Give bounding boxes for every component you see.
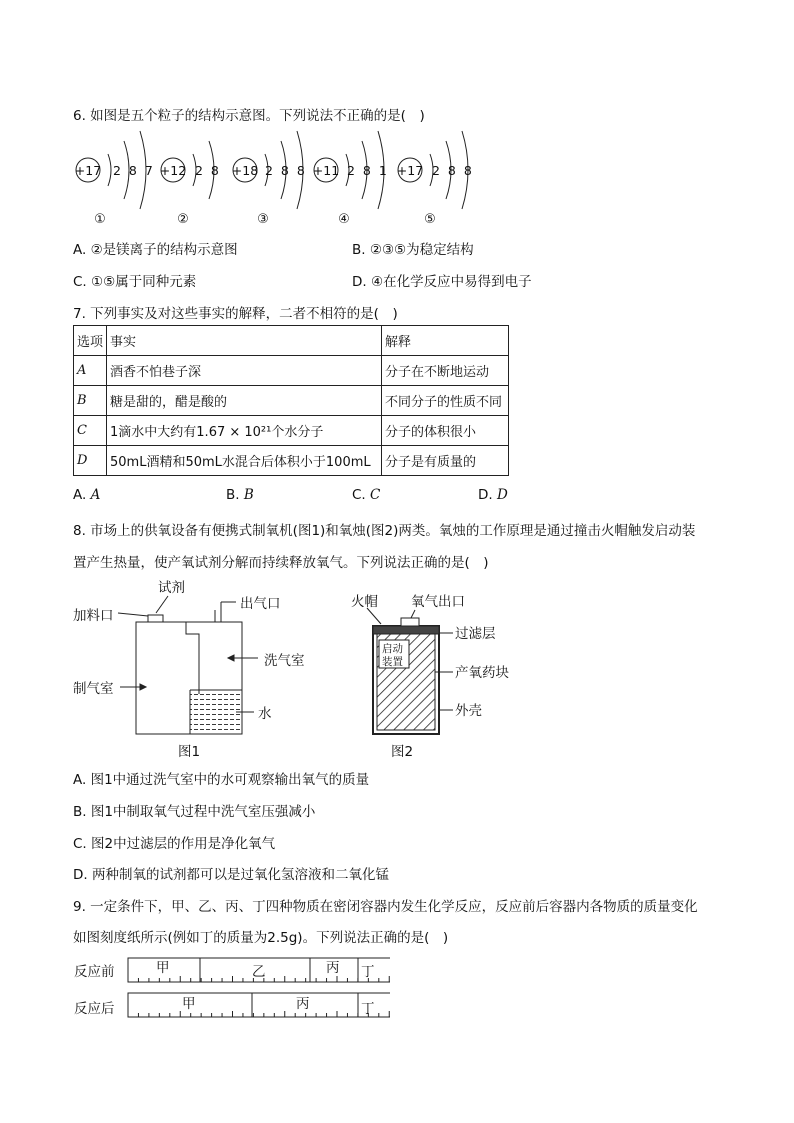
atomic-structure-diagrams <box>68 125 488 230</box>
before-yi: 乙 <box>252 964 266 980</box>
after-label: 反应后 <box>74 1001 115 1017</box>
q8-option-a[interactable]: A. 图1中通过洗气室中的水可观察输出氧气的质量 <box>73 772 370 788</box>
table-row <box>74 386 509 416</box>
q8-stem-line2: 置产生热量，使产氧试剂分解而持续释放氧气。下列说法正确的是( ) <box>73 555 489 571</box>
fig2-o2-outlet-label: 氧气出口 <box>411 594 465 610</box>
shells-4: 2 8 1 <box>347 163 387 178</box>
shells-3: 2 8 8 <box>265 163 305 178</box>
q7-option-a[interactable] <box>73 487 100 503</box>
header-explanation: 解释 <box>382 326 509 356</box>
fig2-cap-label: 火帽 <box>351 594 378 610</box>
q6-stem: 6. 如图是五个粒子的结构示意图。下列说法不正确的是( ) <box>73 108 425 124</box>
q6-option-d[interactable]: D. ④在化学反应中易得到电子 <box>352 274 532 290</box>
particle-label-3: ③ <box>257 212 269 227</box>
header-option: 选项 <box>74 326 107 356</box>
row-explanation: 不同分子的性质不同 <box>382 386 509 416</box>
after-bing: 丙 <box>296 996 310 1012</box>
facts-table <box>73 325 509 476</box>
row-explanation: 分子是有质量的 <box>382 446 509 476</box>
table-row <box>74 416 509 446</box>
q7-stem: 7. 下列事实及对这些事实的解释，二者不相符的是( ) <box>73 306 398 322</box>
q9-stem-line2: 如图刻度纸所示(例如丁的质量为2.5g)。下列说法正确的是( ) <box>73 930 449 946</box>
shells-2: 2 8 <box>195 163 219 178</box>
row-option: D <box>74 446 107 476</box>
particle-label-2: ② <box>177 212 189 227</box>
fig2-starter-label-2: 装置 <box>382 656 403 668</box>
fig1-reagent-label: 试剂 <box>158 580 185 596</box>
row-fact: 1滴水中大约有1.67 × 10²¹个水分子 <box>107 416 382 446</box>
before-jia: 甲 <box>156 960 170 976</box>
fig1-water-label: 水 <box>258 706 272 722</box>
particle-label-5: ⑤ <box>424 212 436 227</box>
figure-1-oxygen-generator <box>68 572 328 762</box>
row-explanation: 分子的体积很小 <box>382 416 509 446</box>
row-fact: 酒香不怕巷子深 <box>107 356 382 386</box>
q7-option-c-prefix: C. <box>352 487 371 503</box>
header-fact: 事实 <box>107 326 382 356</box>
fig2-caption: 图2 <box>391 744 414 760</box>
before-ding: 丁 <box>361 964 375 980</box>
fig2-filter-label: 过滤层 <box>455 626 496 642</box>
q7-option-b-prefix: B. <box>226 487 244 503</box>
row-option: C <box>74 416 107 446</box>
figure-2-oxygen-candle <box>345 590 545 762</box>
fig1-gen-chamber-label: 制气室 <box>73 681 114 697</box>
mass-scale-strips <box>70 955 390 1025</box>
nucleus-2: +12 <box>159 163 187 178</box>
nucleus-1: +17 <box>74 163 102 178</box>
q7-option-b-value: B <box>243 487 254 503</box>
shells-1: 2 8 7 <box>113 163 153 178</box>
q7-option-d[interactable] <box>478 487 508 503</box>
nucleus-4: +11 <box>312 163 340 178</box>
particle-label-1: ① <box>94 212 106 227</box>
nucleus-3: +18 <box>231 163 259 178</box>
fig1-wash-chamber-label: 洗气室 <box>264 653 305 669</box>
q7-option-c-value: C <box>370 487 381 503</box>
q6-option-c[interactable]: C. ①⑤属于同种元素 <box>73 274 197 290</box>
table-row <box>74 356 509 386</box>
shells-5: 2 8 8 <box>432 163 472 178</box>
q7-option-a-value: A <box>90 487 101 503</box>
before-label: 反应前 <box>74 964 115 980</box>
row-fact: 糖是甜的，醋是酸的 <box>107 386 382 416</box>
after-jia: 甲 <box>182 996 196 1012</box>
row-explanation: 分子在不断地运动 <box>382 356 509 386</box>
fig1-caption: 图1 <box>178 744 201 760</box>
row-option: A <box>74 356 107 386</box>
row-fact: 50mL酒精和50mL水混合后体积小于100mL <box>107 446 382 476</box>
fig1-feed-port-label: 加料口 <box>73 608 114 624</box>
nucleus-5: +17 <box>396 163 424 178</box>
particle-label-4: ④ <box>338 212 350 227</box>
q8-option-c[interactable]: C. 图2中过滤层的作用是净化氧气 <box>73 836 276 852</box>
before-bing: 丙 <box>326 960 340 976</box>
q7-option-a-prefix: A. <box>73 487 91 503</box>
q8-option-d[interactable]: D. 两种制氧的试剂都可以是过氧化氢溶液和二氧化锰 <box>73 867 389 883</box>
fig1-outlet-label: 出气口 <box>240 596 281 612</box>
table-row <box>74 446 509 476</box>
q7-option-c[interactable] <box>352 487 380 503</box>
fig2-starter-label-1: 启动 <box>382 643 403 655</box>
q6-option-b[interactable]: B. ②③⑤为稳定结构 <box>352 242 474 258</box>
fig2-agent-label: 产氧药块 <box>455 665 509 681</box>
q7-option-d-value: D <box>496 487 508 503</box>
q7-option-d-prefix: D. <box>478 487 497 503</box>
q9-stem-line1: 9. 一定条件下，甲、乙、丙、丁四种物质在密闭容器内发生化学反应，反应前后容器内各物质的质量变化 <box>73 899 698 915</box>
q7-option-b[interactable] <box>226 487 254 503</box>
q8-stem-line1: 8. 市场上的供氧设备有便携式制氧机(图1)和氧烛(图2)两类。氧烛的工作原理是通过撞击火帽触发启动装 <box>73 523 696 539</box>
row-option: B <box>74 386 107 416</box>
q8-option-b[interactable]: B. 图1中制取氧气过程中洗气室压强减小 <box>73 804 316 820</box>
after-ding: 丁 <box>361 1001 375 1017</box>
table-header-row <box>74 326 509 356</box>
fig2-shell-label: 外壳 <box>455 703 482 719</box>
q6-option-a[interactable]: A. ②是镁离子的结构示意图 <box>73 242 238 258</box>
